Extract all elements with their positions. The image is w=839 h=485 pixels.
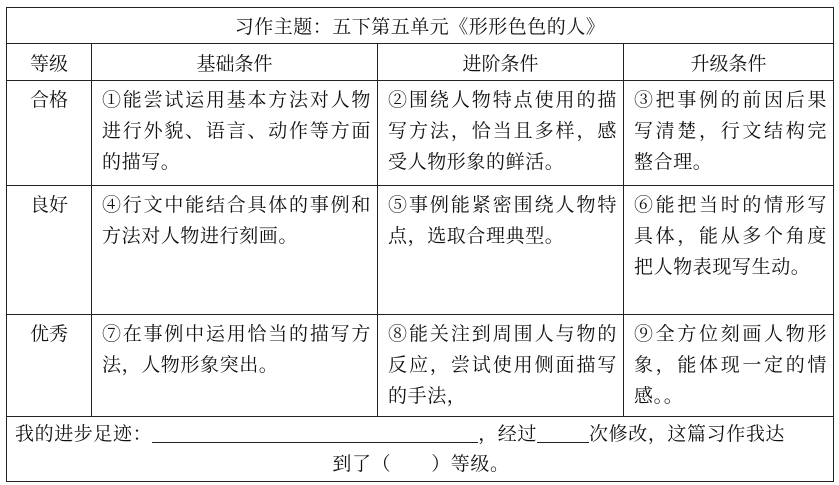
advanced-condition: ②围绕人物特点使用的描写方法，恰当且多样，感受人物形象的鲜活。 [378,81,624,186]
table-row [7,315,834,417]
footer-suffix: 次修改，这篇习作我达 [589,423,786,445]
footer-line2-start: 到了（ [332,453,392,475]
footer-line2-end: ）等级。 [431,453,510,475]
header-row [7,44,834,81]
footer-row [7,417,834,482]
footer-line2 [15,449,827,479]
revision-count-blank[interactable] [537,422,589,443]
grade-label: 优秀 [7,315,92,417]
footer-middle: ，经过 [478,423,538,445]
basic-condition: ⑦在事例中运用恰当的描写方法，人物形象突出。 [92,315,378,417]
header-upgrade: 升级条件 [624,44,834,81]
basic-condition: ①能尝试运用基本方法对人物进行外貌、语言、动作等方面的描写。 [92,81,378,186]
basic-condition: ④行文中能结合具体的事例和方法对人物进行刻画。 [92,186,378,315]
rubric-title: 习作主题：五下第五单元《形形色色的人》 [7,8,834,44]
upgrade-condition: ③把事例的前因后果写清楚，行文结构完整合理。 [624,81,834,186]
footer-prefix: 我的进步足迹： [15,423,153,445]
rubric-table [6,7,834,482]
header-advanced: 进阶条件 [378,44,624,81]
advanced-condition: ⑤事例能紧密围绕人物特点，选取合理典型。 [378,186,624,315]
upgrade-condition: ⑥能把当时的情形写具体，能从多个角度把人物表现写生动。 [624,186,834,315]
upgrade-condition: ⑨全方位刻画人物形象，能体现一定的情感。。 [624,315,834,417]
grade-label: 良好 [7,186,92,315]
progress-blank[interactable] [152,422,478,443]
progress-footer [7,417,834,482]
header-grade: 等级 [7,44,92,81]
advanced-condition: ⑧能关注到周围人与物的反应，尝试使用侧面描写的手法， [378,315,624,417]
table-row [7,186,834,315]
header-basic: 基础条件 [92,44,378,81]
title-row [7,8,834,44]
table-row [7,81,834,186]
grade-label: 合格 [7,81,92,186]
